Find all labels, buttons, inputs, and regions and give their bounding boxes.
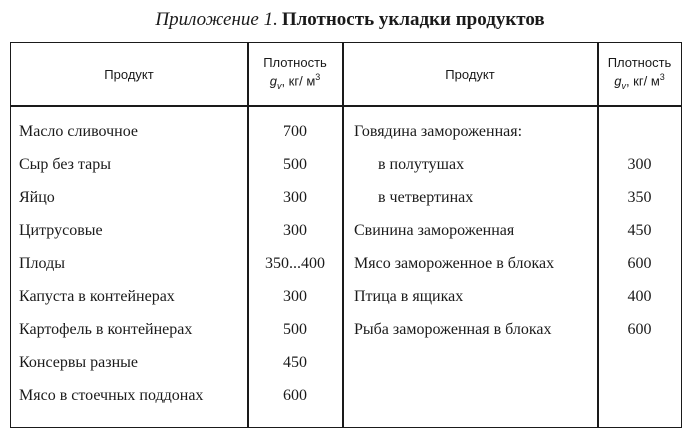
product-name: Мясо в стоечных поддонах xyxy=(19,387,204,404)
product-name: Цитрусовые xyxy=(19,222,103,239)
title-prefix: Приложение 1. xyxy=(155,9,278,30)
density-value: 450 xyxy=(627,222,652,239)
product-name: Картофель в контейнерах xyxy=(19,321,193,338)
header-density-label: Плотность xyxy=(607,54,672,70)
product-name: Говядина замороженная: xyxy=(354,123,523,140)
product-name: Консервы разные xyxy=(19,354,138,371)
density-value: 300 xyxy=(283,222,307,239)
density-value: 350...400 xyxy=(265,255,325,272)
density-value: 300 xyxy=(627,156,652,173)
product-name: в полутушах xyxy=(378,156,465,173)
header-product-left: Продукт xyxy=(104,66,154,82)
product-name: Капуста в контейнерах xyxy=(19,288,175,305)
density-table xyxy=(10,42,682,428)
product-name: Плоды xyxy=(19,255,65,272)
header-density-units: $g_v$, кг/ $м^3$ xyxy=(614,71,665,91)
product-name: Мясо замороженное в блоках xyxy=(354,255,555,272)
density-value: 350 xyxy=(627,189,652,206)
density-value: 600 xyxy=(627,321,652,338)
density-value: 500 xyxy=(283,156,307,173)
density-value: 700 xyxy=(283,123,307,140)
header-density-label: Плотность xyxy=(263,54,327,70)
header-product-right: Продукт xyxy=(445,66,495,82)
page-title xyxy=(0,8,700,32)
density-value: 300 xyxy=(283,288,307,305)
header-density-right xyxy=(598,43,681,105)
title-main: Плотность укладки продуктов xyxy=(281,9,545,30)
density-value: 300 xyxy=(283,189,307,206)
density-value: 500 xyxy=(283,321,307,338)
product-name: Сыр без тары xyxy=(19,156,112,173)
product-name: Масло сливочное xyxy=(19,123,138,140)
product-name: Свинина замороженная xyxy=(354,222,515,239)
header-density-units: $g_v$, кг/ $м^3$ xyxy=(269,71,321,91)
product-name: Птица в ящиках xyxy=(354,288,464,305)
density-value: 600 xyxy=(283,387,307,404)
header-density-left xyxy=(248,43,342,105)
header-divider xyxy=(11,105,681,107)
product-name: в четвертинах xyxy=(378,189,474,206)
product-name: Рыба замороженная в блоках xyxy=(354,321,552,338)
density-value: 600 xyxy=(627,255,652,272)
product-name: Яйцо xyxy=(19,189,55,206)
density-value: 450 xyxy=(283,354,307,371)
density-value: 400 xyxy=(627,288,652,305)
